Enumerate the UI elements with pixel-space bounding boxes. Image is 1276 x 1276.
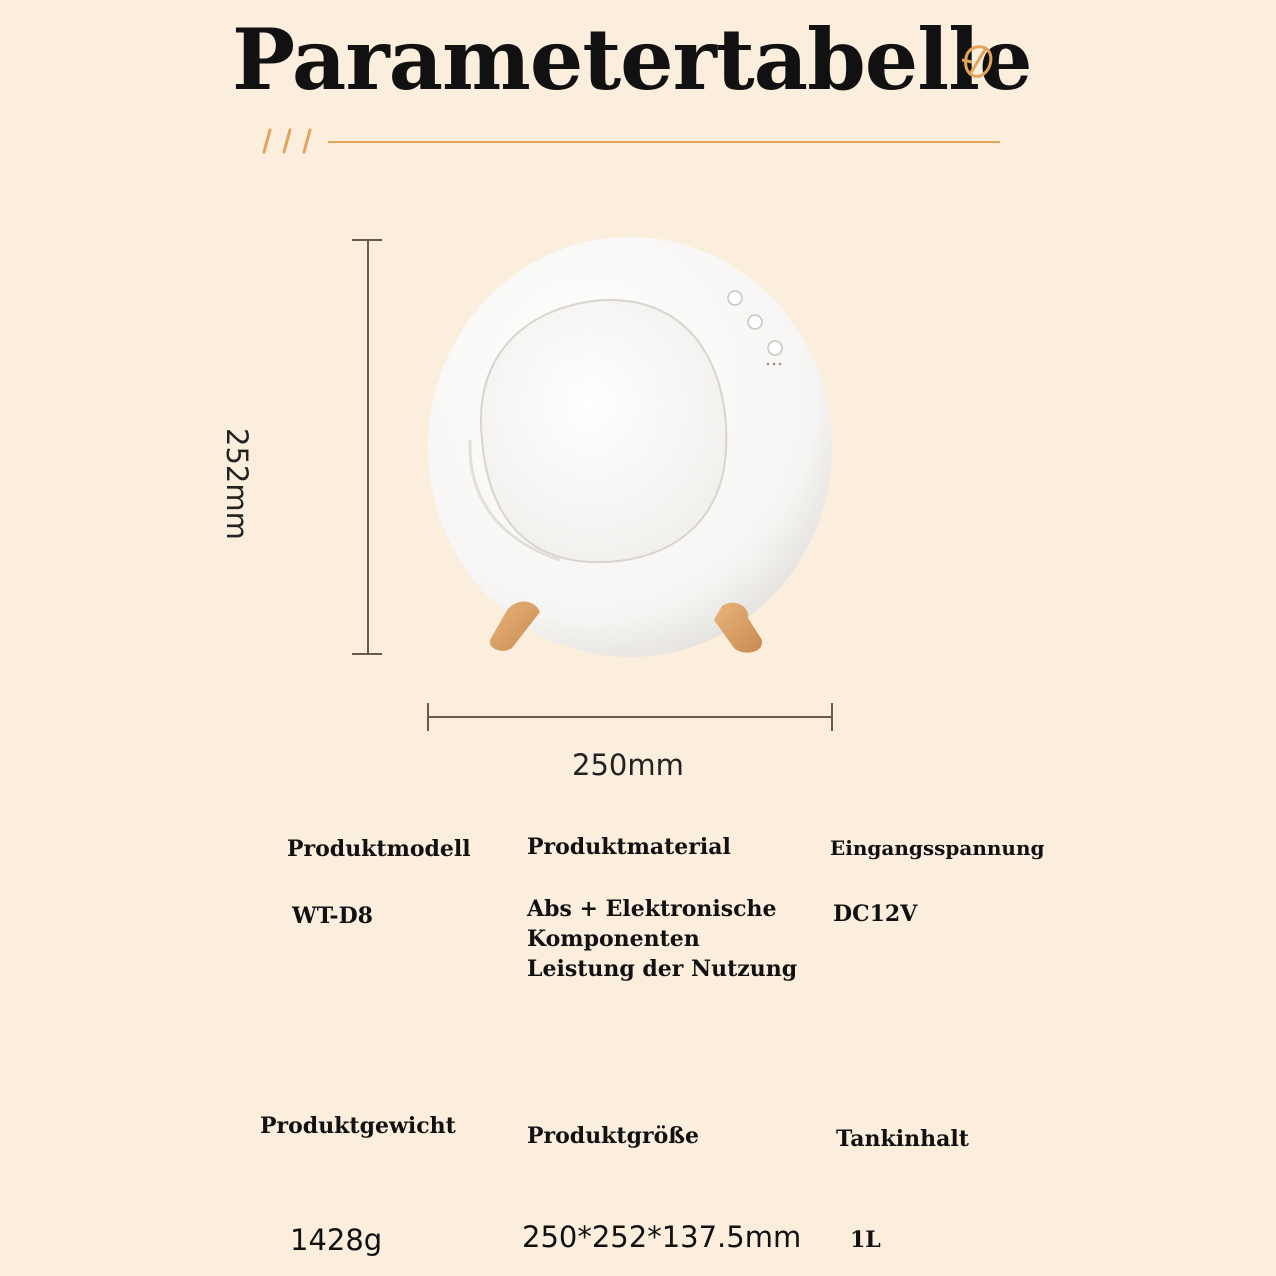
material-value-line: Abs + Elektronische xyxy=(527,896,777,922)
model-value: WT-D8 xyxy=(292,903,373,929)
voltage-label: Eingangsspannung xyxy=(830,836,1045,860)
voltage-value: DC12V xyxy=(833,901,918,927)
weight-value: 1428g xyxy=(290,1223,383,1257)
device-disc xyxy=(481,300,726,562)
tank-value: 1L xyxy=(850,1227,881,1253)
size-value: 250*252*137.5mm xyxy=(522,1220,802,1254)
width-dimension-line xyxy=(428,703,832,731)
material-value-line: Komponenten xyxy=(527,926,700,952)
page-title: Parametertabelle xyxy=(232,10,1032,109)
weight-label: Produktgewicht xyxy=(260,1113,456,1139)
material-value xyxy=(527,894,797,984)
tank-label: Tankinhalt xyxy=(836,1126,969,1152)
material-label: Produktmaterial xyxy=(527,834,731,860)
height-dimension-line xyxy=(352,240,382,654)
width-label: 250mm xyxy=(572,748,684,782)
size-label: Produktgröße xyxy=(527,1123,699,1149)
model-label: Produktmodell xyxy=(287,836,471,862)
device-body xyxy=(428,237,832,657)
material-value-line: Leistung der Nutzung xyxy=(527,956,798,982)
height-label: 252mm xyxy=(220,428,255,540)
